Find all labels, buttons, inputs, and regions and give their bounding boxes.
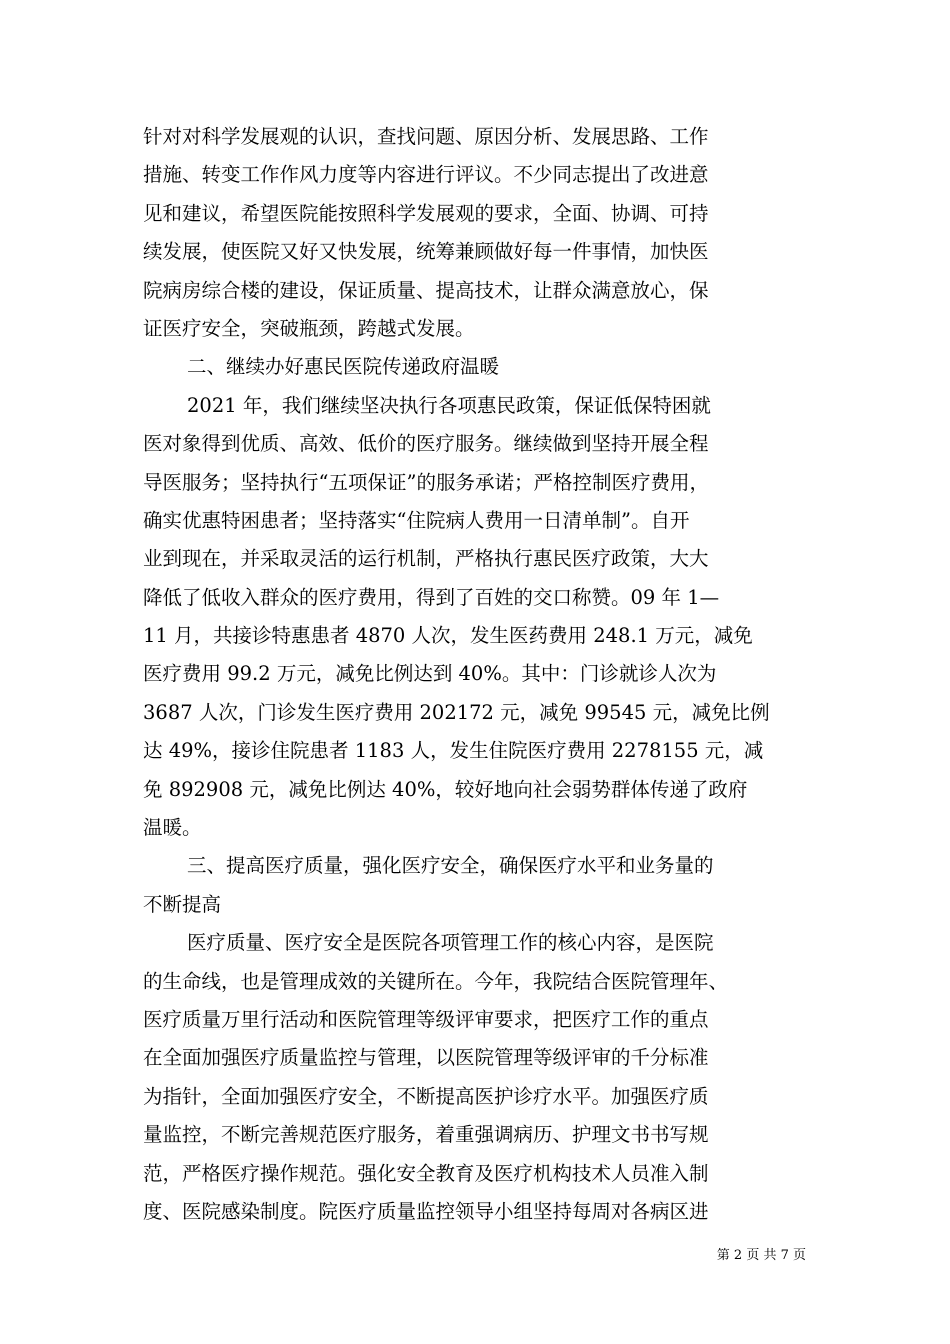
text-line: 3687 人次，门诊发生医疗费用 202172 元，减免 99545 元，减免比例: [143, 700, 770, 724]
text-line: 措施、转变工作作风力度等内容进行评议。不少同志提出了改进意: [143, 163, 709, 187]
section-heading-continuation: 不断提高: [143, 892, 222, 916]
text-line: 针对对科学发展观的认识，查找问题、原因分析、发展思路、工作: [143, 125, 709, 148]
text-line: 医疗质量万里行活动和医院管理等级评审要求，把医疗工作的重点: [143, 1007, 709, 1031]
text-line: 续发展，使医院又好又快发展，统筹兼顾做好每一件事情，加快医: [143, 240, 709, 264]
paragraph-start-line: 医疗质量、医疗安全是医院各项管理工作的核心内容，是医院: [187, 931, 714, 955]
text-line: 度、医院感染制度。院医疗质量监控领导小组坚持每周对各病区进: [143, 1199, 709, 1223]
page-number: 第 2 页 共 7 页: [716, 1248, 806, 1263]
text-line: 确实优惠特困患者；坚持落实“住院病人费用一日清单制”。自开: [143, 508, 690, 532]
text-line: 见和建议，希望医院能按照科学发展观的要求，全面、协调、可持: [143, 201, 709, 225]
text-line: 导医服务；坚持执行“五项保证”的服务承诺；严格控制医疗费用，: [143, 470, 709, 494]
text-line: 降低了低收入群众的医疗费用，得到了百姓的交口称赞。09 年 1—: [143, 585, 720, 609]
text-line: 达 49%，接诊住院患者 1183 人，发生住院医疗费用 2278155 元，减: [143, 739, 764, 763]
text-line: 11 月，共接诊特惠患者 4870 人次，发生医药费用 248.1 万元，减免: [143, 624, 753, 648]
text-line: 量监控，不断完善规范医疗服务，着重强调病历、护理文书书写规: [143, 1123, 709, 1147]
text-line: 的生命线，也是管理成效的关键所在。今年，我院结合医院管理年、: [143, 969, 729, 993]
text-line: 医疗费用 99.2 万元，减免比例达到 40%。其中：门诊就诊人次为: [143, 662, 717, 686]
text-line: 业到现在，并采取灵活的运行机制，严格执行惠民医疗政策，大大: [143, 547, 709, 571]
document-body: [143, 118, 808, 1231]
section-heading: 三、提高医疗质量，强化医疗安全，确保医疗水平和业务量的: [187, 854, 714, 878]
text-line: 医对象得到优质、高效、低价的医疗服务。继续做到坚持开展全程: [143, 432, 709, 456]
text-line: 范，严格医疗操作规范。强化安全教育及医疗机构技术人员准入制: [143, 1161, 709, 1185]
text-line: 温暖。: [143, 816, 202, 840]
text-line: 为指针，全面加强医疗安全，不断提高医护诊疗水平。加强医疗质: [143, 1084, 709, 1108]
section-heading: 二、继续办好惠民医院传递政府温暖: [187, 355, 500, 379]
text-line: 免 892908 元，减免比例达 40%，较好地向社会弱势群体传递了政府: [143, 777, 748, 801]
text-line: 证医疗安全，突破瓶颈，跨越式发展。: [143, 316, 475, 340]
text-line: 院病房综合楼的建设，保证质量、提高技术，让群众满意放心，保: [143, 278, 709, 302]
text-line: 在全面加强医疗质量监控与管理，以医院管理等级评审的千分标准: [143, 1046, 709, 1070]
paragraph-start-line: 2021 年，我们继续坚决执行各项惠民政策，保证低保特困就: [187, 393, 711, 417]
